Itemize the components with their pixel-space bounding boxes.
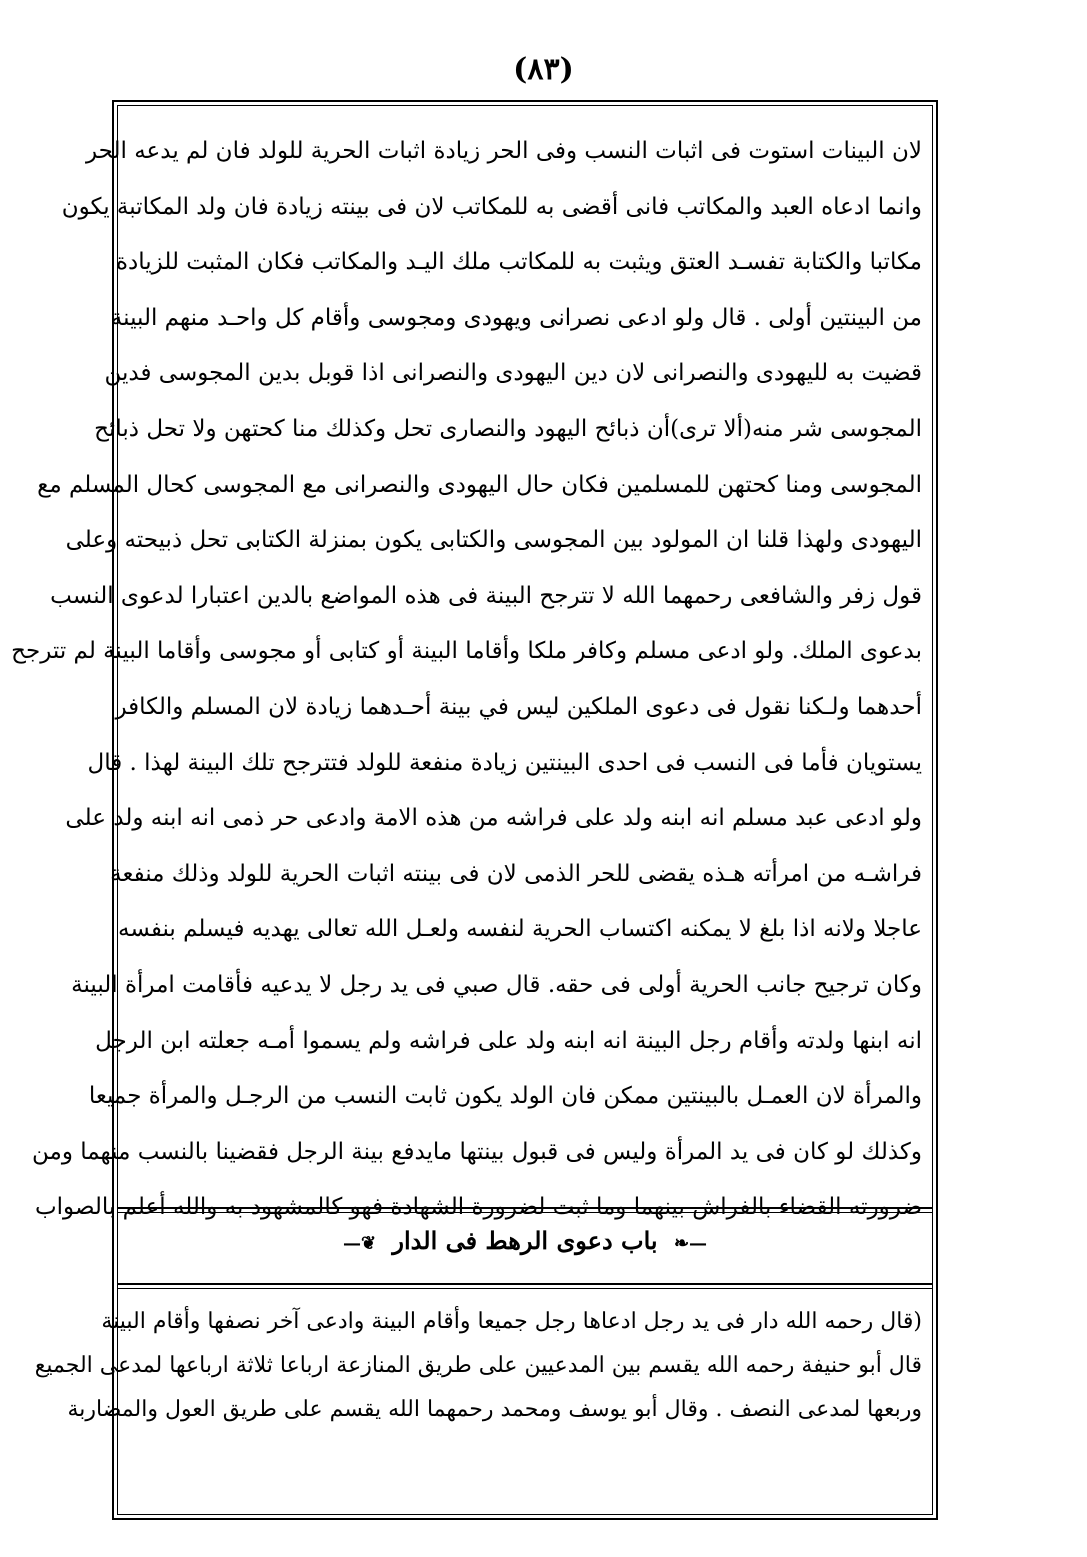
text-line: قول زفر والشافعى رحمهما الله لا تترجح البينة فى هذه المواضع بالدين اعتبارا لدعوى النسب: [50, 582, 922, 609]
text-line: من البينتين أولى . قال ولو ادعى نصرانى ويهودى ومجوسى وأقام كل واحـد منهم البينة: [110, 304, 922, 331]
text-line: يستويان فأما فى النسب فى احدى البينتين زيادة منفعة للولد فتترجح تلك البينة لهذا . قال: [87, 749, 922, 776]
text-line: المجوسى ومنا كحتهن للمسلمين فكان حال اليهودى والنصرانى مع المجوسى كحال المسلم مع: [37, 471, 922, 498]
text-line: أحدهما ولـكنا نقول فى دعوى الملكين ليس في بينة أحـدهما زيادة لان المسلم والكافر: [115, 693, 922, 720]
text-line: وربعها لمدعى النصف . وقال أبو يوسف ومحمد رحمهما الله يقسم على طريق العول والمضاربة: [67, 1397, 922, 1422]
section-divider-top: [117, 1207, 933, 1209]
text-line: وكذلك لو كان فى يد المرأة وليس فى قبول بينتها مايدفع بينة الرجل فقضينا بالنسب منهما ومن: [31, 1138, 922, 1165]
text-line: مكاتبا والكتابة تفسـد العتق ويثبت به للمكاتب ملك اليـد والمكاتب فكان المثبت للزيادة: [115, 249, 922, 276]
chapter-heading: [117, 1226, 933, 1255]
section-divider-bottom-thin: [117, 1288, 933, 1289]
main-text-block: [11, 124, 922, 1236]
text-line: لان البينات استوت فى اثبات النسب وفى الحر زيادة اثبات الحرية للولد فان لم يدعه الحر: [85, 138, 922, 164]
section-divider-bottom: [117, 1283, 933, 1285]
page-number: (٨٣): [513, 52, 574, 87]
text-line: انه ابنها ولدته وأقام رجل البينة انه ابنه ولد على فراشه ولم يسموا أمـه جعلته ابن الرجل: [95, 1027, 922, 1054]
text-line: فراشـه من امرأته هـذه يقضى للحر الذمى لان فى بينته اثبات الحرية للولد وذلك منفعة: [110, 860, 922, 887]
chapter-title: باب دعوى الرهط فى الدار: [392, 1226, 658, 1255]
text-line: قضيت به لليهودى والنصرانى لان دين اليهودى والنصرانى اذا قوبل بدين المجوسى فدين: [104, 360, 922, 387]
text-line: اليهودى ولهذا قلنا ان المولود بين المجوسى والكتابى يكون بمنزلة الكتابى تحل ذبيحته وعلى: [65, 527, 922, 554]
text-line: بدعوى الملك. ولو ادعى مسلم وكافر ملكا وأقاما البينة أو كتابى أو مجوسى وأقاما البينة لم تترجح: [11, 638, 922, 665]
text-line: ولو ادعى عبد مسلم انه ابنه ولد على فراشه من هذه الامة وادعى حر ذمى انه ابنه ولد على: [65, 805, 922, 832]
section-divider-top-thin: [117, 1212, 933, 1213]
chapter-text-block: [34, 1300, 922, 1432]
text-line: وانما ادعاه العبد والمكاتب فانى أقضى به للمكاتب لان فى بينته زيادة فان ولد المكاتبة يكون: [61, 193, 922, 220]
text-line: وكان ترجيح جانب الحرية أولى فى حقه. قال صبي فى يد رجل لا يدعيه فأقامت امرأة البينة: [71, 971, 922, 998]
text-line: المجوسى شر منه(ألا ترى)أن ذبائح اليهود والنصارى تحل وكذلك منا كحتهن ولا تحل ذبائح: [94, 415, 922, 442]
ornament-left-icon: —❧: [673, 1233, 708, 1254]
text-line: والمرأة لان العمـل بالبينتين ممكن فان الولد يكون ثابت النسب من الرجـل والمرأة جميعا: [88, 1083, 922, 1110]
ornament-right-icon: ❦—: [342, 1233, 377, 1254]
text-line: (قال رحمه الله دار فى يد رجل ادعاها رجل جميعا وأقام البينة وادعى آخر نصفها وأقام البينة: [101, 1309, 922, 1334]
text-line: ضرورته القضاء بالفراش بينهما وما ثبت لضرورة الشهادة فهو كالمشهود به والله أعلم بالصواب: [35, 1194, 922, 1221]
text-line: عاجلا ولانه اذا بلغ لا يمكنه اكتساب الحرية لنفسه ولعـل الله تعالى يهديه فيسلم بنفسه: [117, 916, 922, 943]
text-line: قال أبو حنيفة رحمه الله يقسم بين المدعيين على طريق المنازعة ارباعا ثلاثة ارباعها لمدعى الجميع: [34, 1353, 922, 1378]
